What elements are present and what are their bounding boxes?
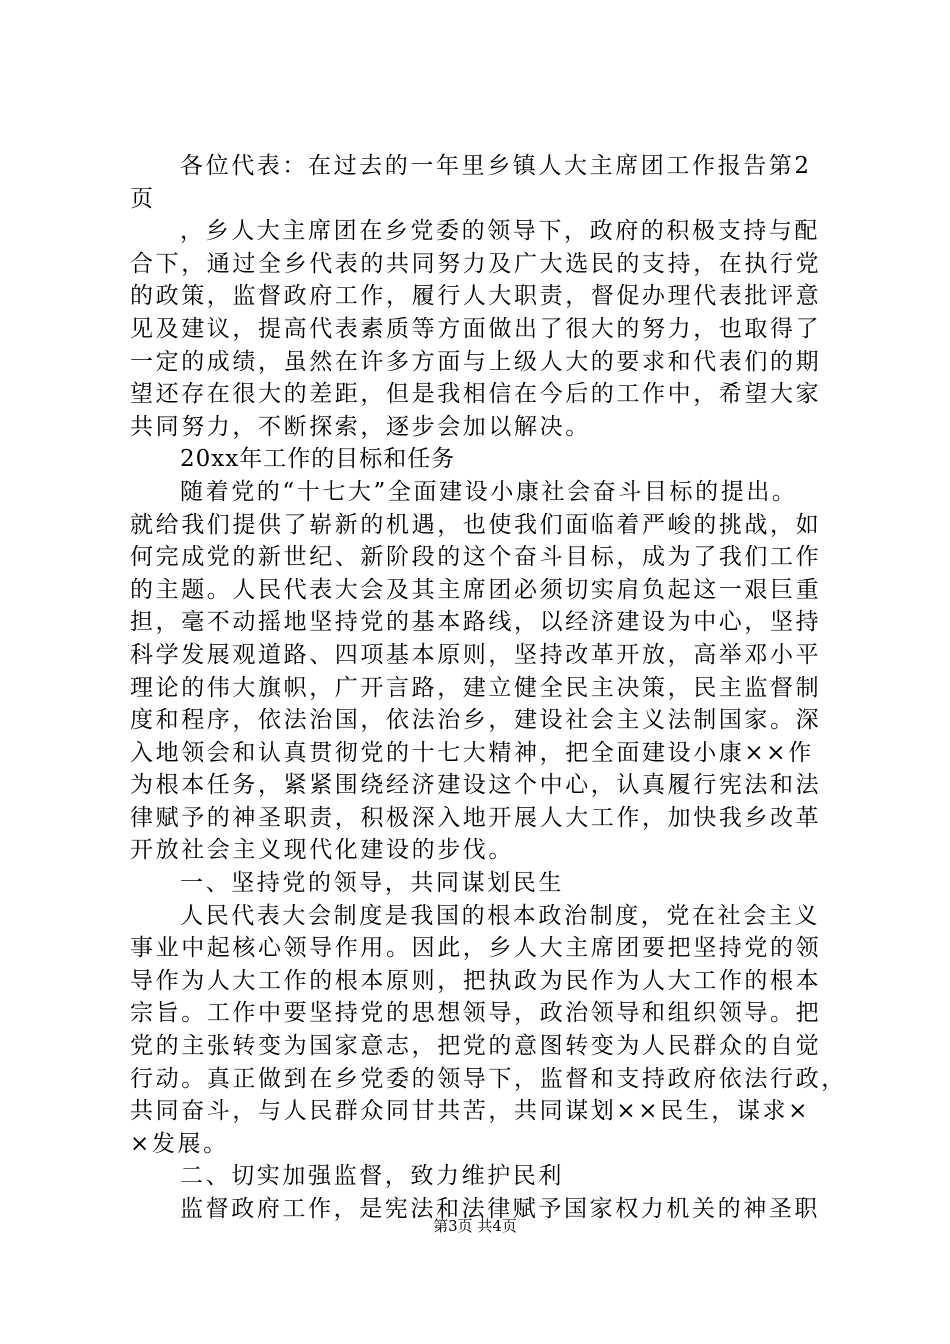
text-line: 页 — [130, 185, 156, 212]
page-number-footer: 第3页 共4页 — [433, 1217, 517, 1235]
text-line: 的政策，监督政府工作，履行人大职责，督促办理代表批评意 — [130, 283, 822, 310]
document-body — [130, 150, 847, 1226]
text-line: 监督政府工作，是宪法和法律赋予国家权力机关的神圣职 — [180, 1196, 820, 1222]
text-line: 为根本任务，紧紧围绕经济建设这个中心，认真履行宪法和法 — [130, 772, 822, 799]
text-line: 开放社会主义现代化建设的步伐。 — [130, 837, 514, 864]
text-line: 行动。真正做到在乡党委的领导下，监督和支持政府依法行政， — [130, 1065, 847, 1092]
text-line: 律赋予的神圣职责，积极深入地开展人大工作，加快我乡改革 — [130, 804, 822, 831]
text-line: 望还存在很大的差距，但是我相信在今后的工作中，希望大家 — [130, 381, 822, 408]
text-line: 共同努力，不断探索，逐步会加以解决。 — [130, 413, 591, 440]
text-line: 担，毫不动摇地坚持党的基本路线，以经济建设为中心，坚持 — [130, 609, 822, 636]
text-line: 见及建议，提高代表素质等方面做出了很大的努力，也取得了 — [130, 315, 822, 342]
text-line: 何完成党的新世纪、新阶段的这个奋斗目标，成为了我们工作 — [130, 544, 822, 571]
text-line: 事业中起核心领导作用。因此，乡人大主席团要把坚持党的领 — [130, 935, 822, 962]
text-line: 合下，通过全乡代表的共同努力及广大选民的支持，在执行党 — [130, 250, 822, 277]
text-line: 一定的成绩，虽然在许多方面与上级人大的要求和代表们的期 — [130, 348, 822, 375]
text-line: 理论的伟大旗帜，广开言路，建立健全民主决策，民主监督制 — [130, 674, 822, 701]
text-line: 各位代表：在过去的一年里乡镇人大主席团工作报告第2 — [180, 153, 812, 179]
text-line: 共同奋斗，与人民群众同甘共苦，共同谋划××民生，谋求× — [130, 1098, 811, 1125]
text-line: 随着党的“十七大”全面建设小康社会奋斗目标的提出。 — [180, 478, 798, 505]
text-line: ，乡人大主席团在乡党委的领导下，政府的积极支持与配 — [180, 218, 820, 245]
section-heading: 一、坚持党的领导，共同谋划民生 — [180, 870, 564, 897]
text-line: 宗旨。工作中要坚持党的思想领导，政治领导和组织领导。把 — [130, 1000, 822, 1027]
text-line: ×发展。 — [130, 1130, 229, 1157]
text-line: 人民代表大会制度是我国的根本政治制度，党在社会主义 — [180, 902, 820, 929]
text-line: 就给我们提供了崭新的机遇，也使我们面临着严峻的挑战，如 — [130, 511, 822, 538]
text-line: 科学发展观道路、四项基本原则，坚持改革开放，高举邓小平 — [130, 641, 822, 668]
text-line: 入地领会和认真贯彻党的十七大精神，把全面建设小康××作 — [130, 739, 814, 766]
text-line: 度和程序，依法治国，依法治乡，建设社会主义法制国家。深 — [130, 707, 822, 734]
section-heading: 20xx年工作的目标和任务 — [180, 446, 456, 473]
section-heading: 二、切实加强监督，致力维护民利 — [180, 1163, 564, 1190]
text-line: 的主题。人民代表大会及其主席团必须切实肩负起这一艰巨重 — [130, 576, 822, 603]
text-line: 导作为人大工作的根本原则，把执政为民作为人大工作的根本 — [130, 967, 822, 994]
text-line: 党的主张转变为国家意志，把党的意图转变为人民群众的自觉 — [130, 1033, 822, 1060]
